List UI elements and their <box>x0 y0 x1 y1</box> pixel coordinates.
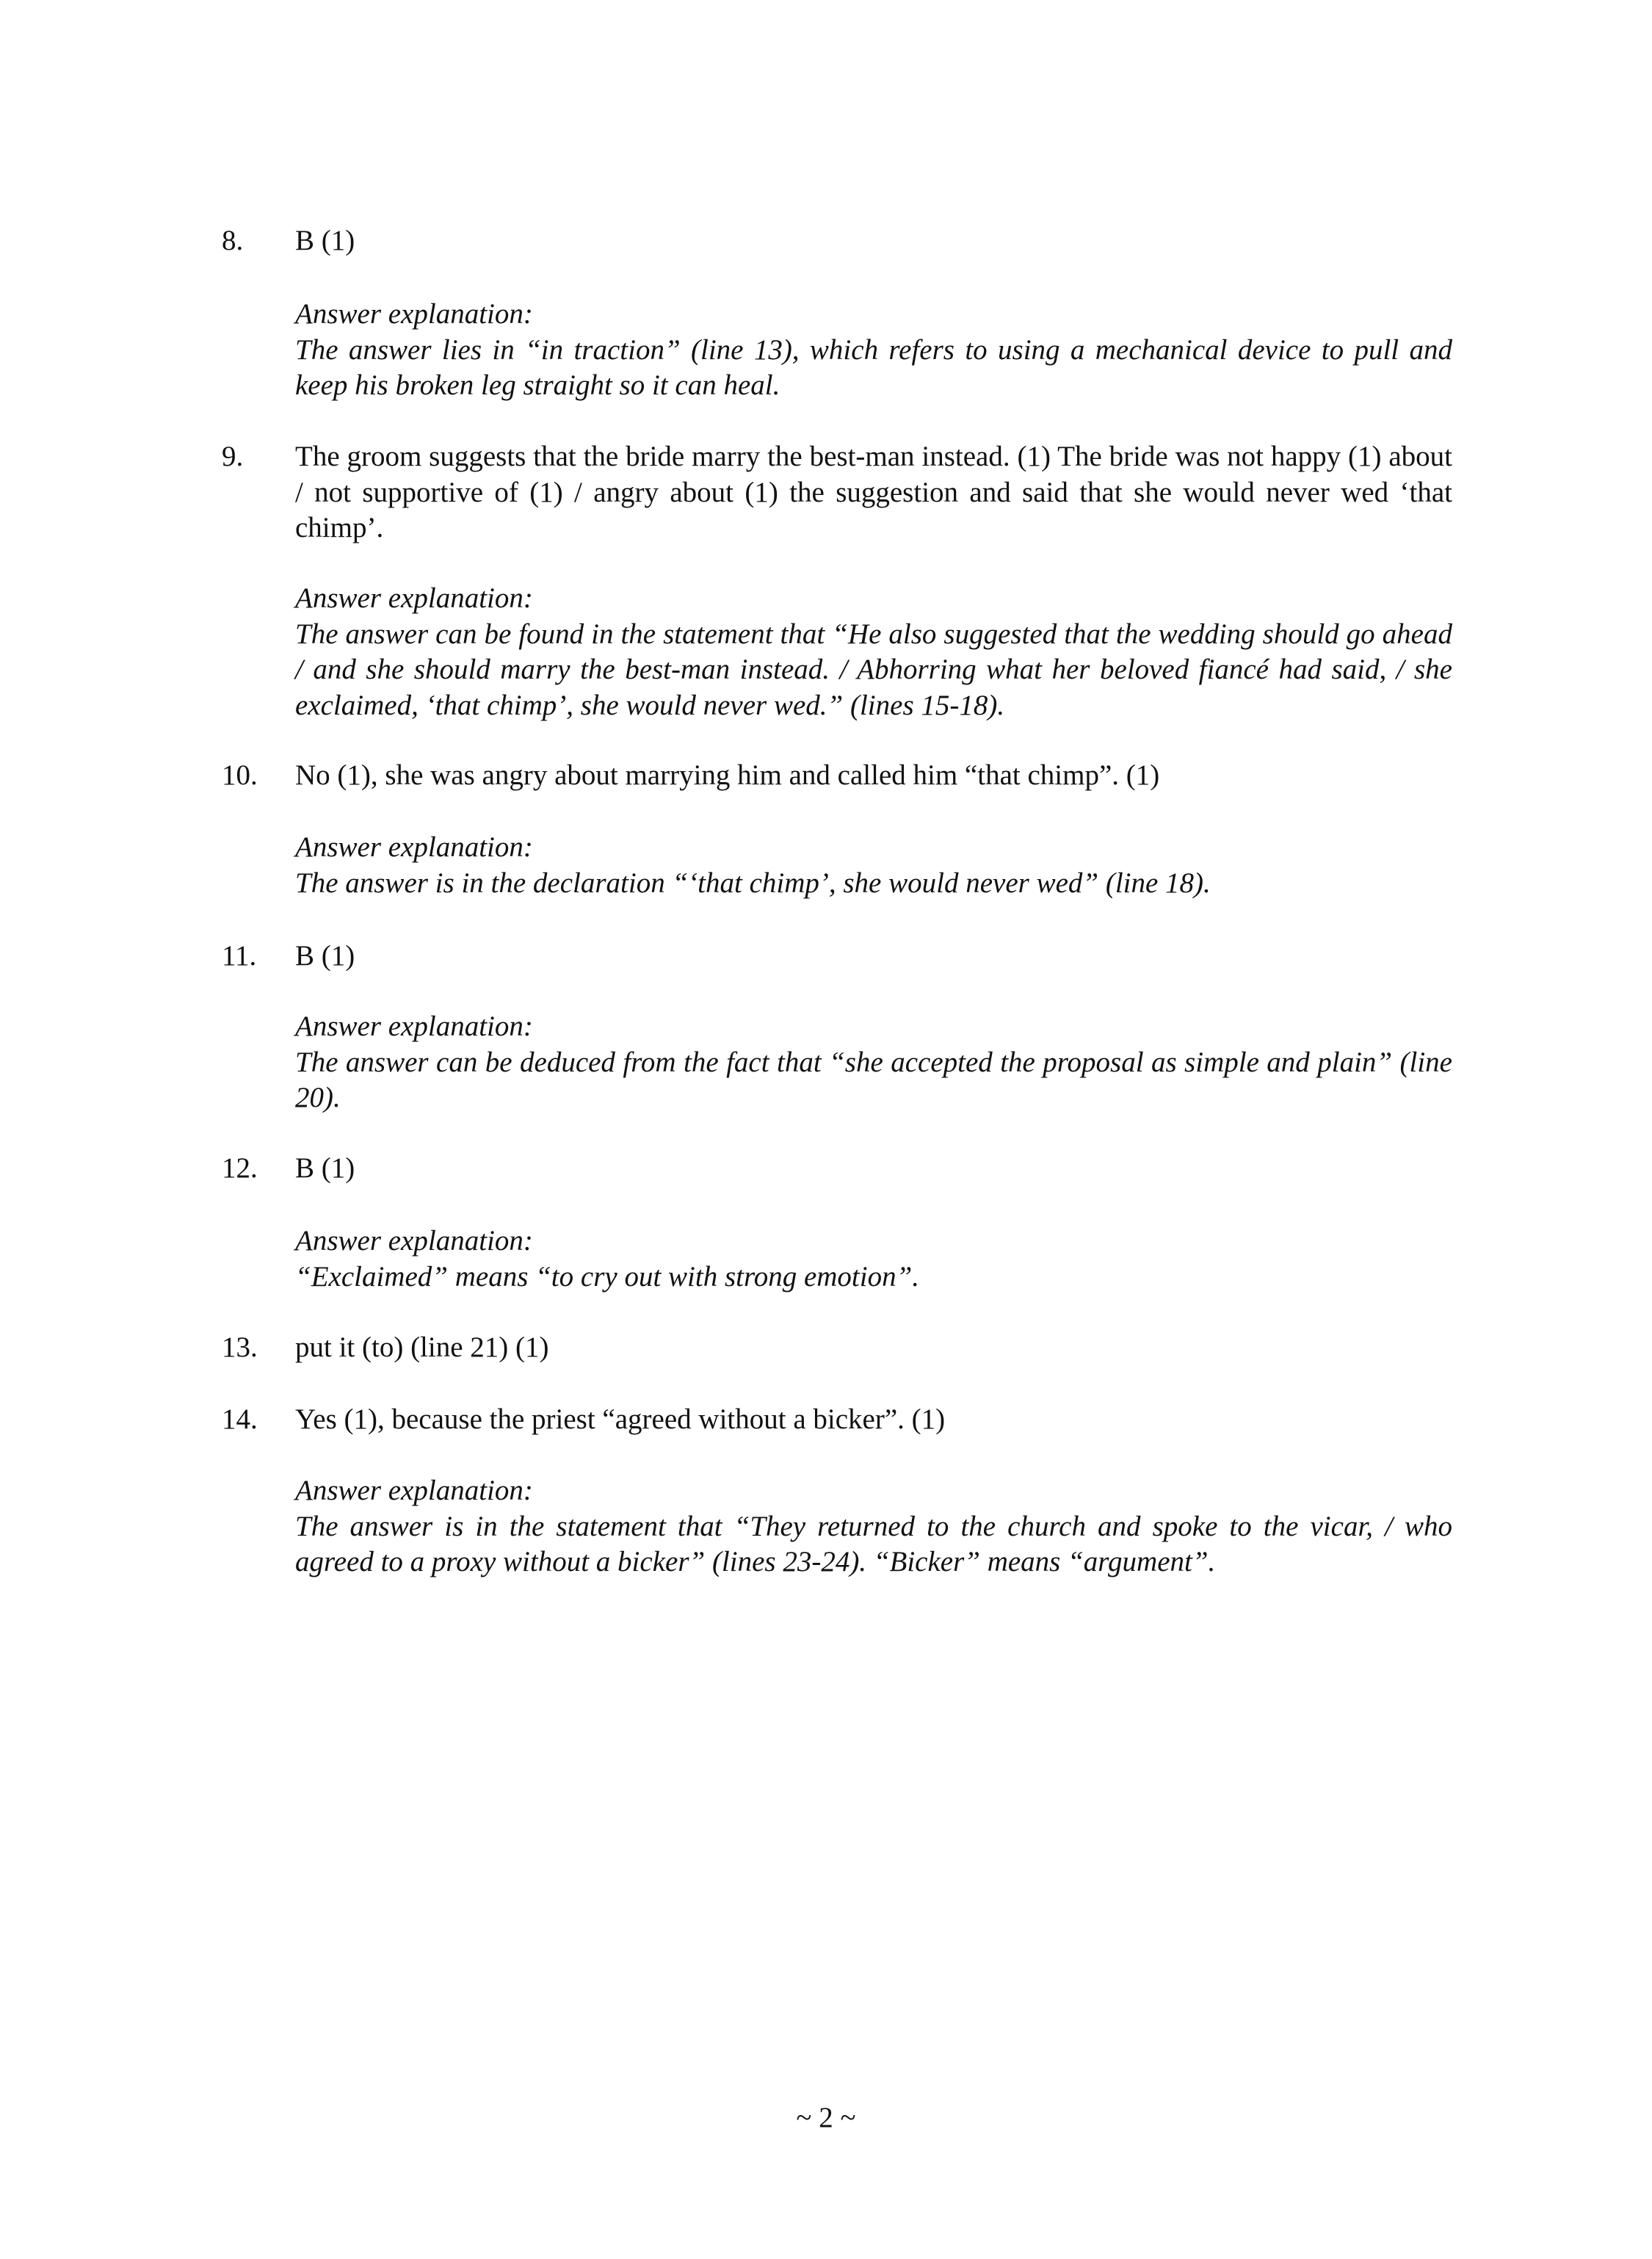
explanation-text: “Exclaimed” means “to cry out with strong emotion”. <box>295 1260 920 1293</box>
answer-explanation <box>295 1473 1452 1580</box>
item-answer: put it (to) (line 21) (1) <box>295 1331 549 1363</box>
item-answer: Yes (1), because the priest “agreed without a bicker”. (1) <box>295 1403 946 1435</box>
answer-explanation <box>295 1009 1452 1116</box>
explanation-label: Answer explanation: <box>295 1475 533 1506</box>
item-number: 10. <box>222 759 258 791</box>
explanation-text: The answer lies in “in traction” (line 13), which refers to using a mechanical device to pull and keep his broken leg straight so it can heal. <box>295 333 1452 401</box>
explanation-label: Answer explanation: <box>295 298 533 330</box>
explanation-label: Answer explanation: <box>295 1011 533 1042</box>
explanation-text: The answer is in the statement that “They returned to the church and spoke to the vicar, / who agreed to a proxy without a bicker” (lines 23-24). “Bicker” means “argument”. <box>295 1510 1452 1577</box>
item-answer: B (1) <box>295 940 355 972</box>
explanation-text: The answer is in the declaration “‘that chimp’, she would never wed” (line 18). <box>295 867 1211 899</box>
explanation-label: Answer explanation: <box>295 831 533 863</box>
explanation-label: Answer explanation: <box>295 1225 533 1257</box>
item-answer: The groom suggests that the bride marry the best-man instead. (1) The bride was not happy (1) about / not supportive of (1) / angry about (1) the suggestion and said that she would never wed ‘that chimp’. <box>295 441 1452 543</box>
explanation-text: The answer can be deduced from the fact that “she accepted the proposal as simple and plain” (line 20). <box>295 1046 1452 1113</box>
item-number: 13. <box>222 1331 258 1363</box>
item-answer: B (1) <box>295 1152 355 1184</box>
explanation-label: Answer explanation: <box>295 582 533 614</box>
answer-explanation <box>295 581 1452 723</box>
item-number: 9. <box>222 441 244 472</box>
answer-explanation <box>295 1224 1452 1295</box>
item-number: 14. <box>222 1403 258 1435</box>
answer-explanation <box>295 830 1452 901</box>
answer-explanation <box>295 297 1452 404</box>
item-number: 11. <box>222 940 257 972</box>
page-number: ~ 2 ~ <box>796 2102 856 2133</box>
item-number: 12. <box>222 1152 258 1184</box>
item-number: 8. <box>222 225 244 256</box>
item-answer: No (1), she was angry about marrying him and called him “that chimp”. (1) <box>295 759 1160 791</box>
item-answer: B (1) <box>295 225 355 256</box>
explanation-text: The answer can be found in the statement that “He also suggested that the wedding should go ahead / and she should marry the best-man instead. / Abhorring what her beloved fiancé had said, / she exclaimed, ‘that chimp’, she would never wed.” (lines 15-18). <box>295 618 1452 721</box>
